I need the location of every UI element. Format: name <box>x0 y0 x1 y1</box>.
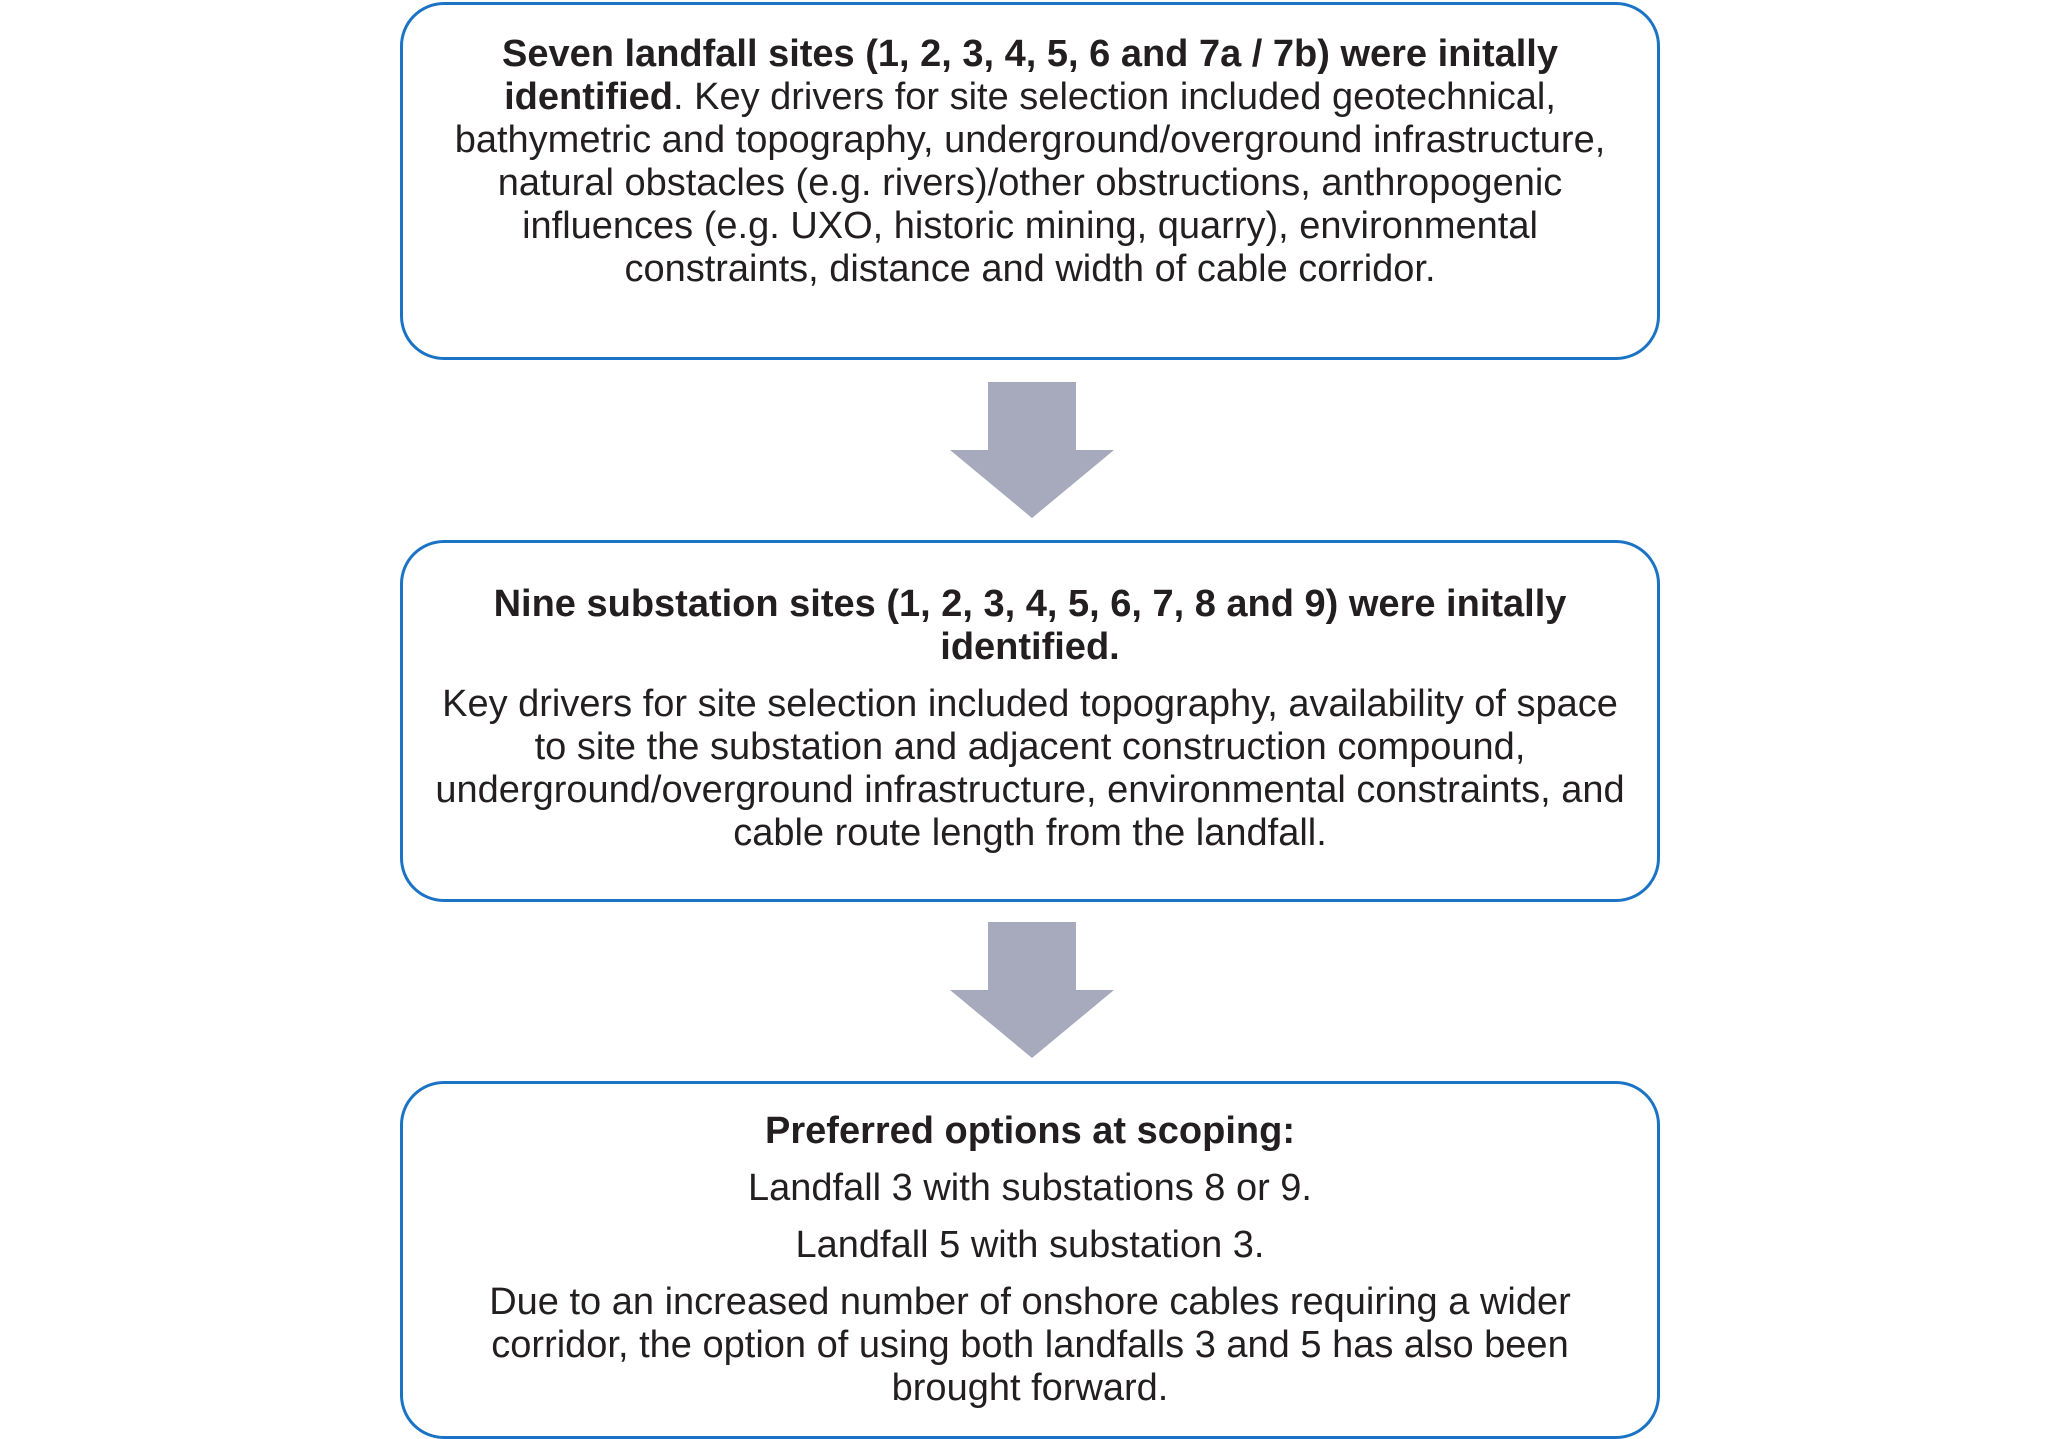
down-arrow-icon <box>950 382 1114 518</box>
substation-sites-drivers: Key drivers for site selection included topography, availability of space to site the substation and adjacent construction compound, underground/overground infrastructure, environmental constraints, and cable route length from the landfall. <box>435 683 1625 854</box>
preferred-options-note: Due to an increased number of onshore cables requiring a wider corridor, the option of using both landfalls 3 and 5 has also been brought forward. <box>489 1281 1571 1409</box>
substation-sites-heading: Nine substation sites (1, 2, 3, 4, 5, 6, 7, 8 and 9) were initally identified. <box>493 583 1567 668</box>
landfall-sites-drivers: . Key drivers for site selection included geotechnical, bathymetric and topography, underground/overground infrastructure, natural obstacles (e.g. rivers)/other obstructions, anthropogenic influences (e.g. UXO, historic mining, quarry), environmental constraints, distance and width of cable corridor. <box>454 76 1606 290</box>
preferred-option-2: Landfall 5 with substation 3. <box>795 1224 1265 1266</box>
preferred-option-1: Landfall 3 with substations 8 or 9. <box>747 1167 1312 1209</box>
landfall-sites-text <box>427 33 1633 291</box>
landfall-sites-box <box>400 2 1660 360</box>
landfall-sites-heading: Seven landfall sites (1, 2, 3, 4, 5, 6 and 7a / 7b) were initally identified <box>501 33 1558 118</box>
substation-sites-box <box>400 540 1660 902</box>
preferred-options-heading: Preferred options at scoping: <box>765 1110 1295 1152</box>
preferred-options-box <box>400 1081 1660 1439</box>
down-arrow-icon <box>950 922 1114 1058</box>
